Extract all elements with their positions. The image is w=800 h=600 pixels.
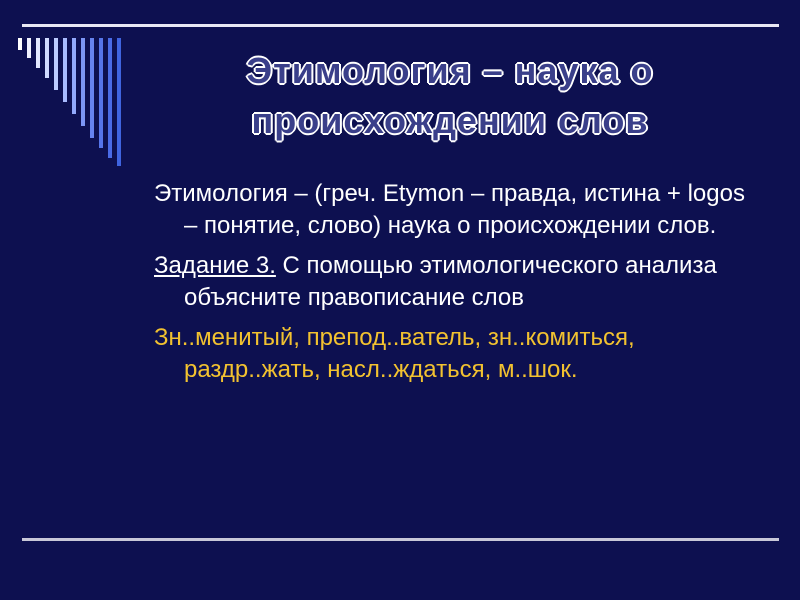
stripe <box>18 38 22 50</box>
stripe <box>90 38 94 138</box>
title-line-2: происхождении слов <box>251 100 649 141</box>
task-label: Задание 3. <box>154 252 276 279</box>
slide-title <box>150 46 750 146</box>
definition-paragraph: Этимология – (греч. Etymon – правда, истина + logos – понятие, слово) наука о происхождении слов. <box>154 180 745 239</box>
stripe <box>36 38 40 68</box>
words-paragraph: Зн..менитый, препод..ватель, зн..комиться, раздр..жать, насл..ждаться, м..шок. <box>154 324 635 383</box>
top-divider <box>22 24 779 27</box>
stripe <box>45 38 49 78</box>
stripe <box>63 38 67 102</box>
stripe <box>99 38 103 148</box>
stripe <box>27 38 31 58</box>
bottom-divider <box>22 538 779 541</box>
stripe <box>72 38 76 114</box>
decorative-stripes <box>18 38 138 168</box>
stripe <box>81 38 85 126</box>
stripe <box>117 38 121 166</box>
stripe <box>54 38 58 90</box>
title-line-1: Этимология – наука о <box>246 50 654 91</box>
task-paragraph <box>154 250 754 314</box>
slide-body <box>154 178 754 394</box>
stripe <box>108 38 112 158</box>
task-text: С помощью этимологического анализа объясните правописание слов <box>184 252 717 311</box>
